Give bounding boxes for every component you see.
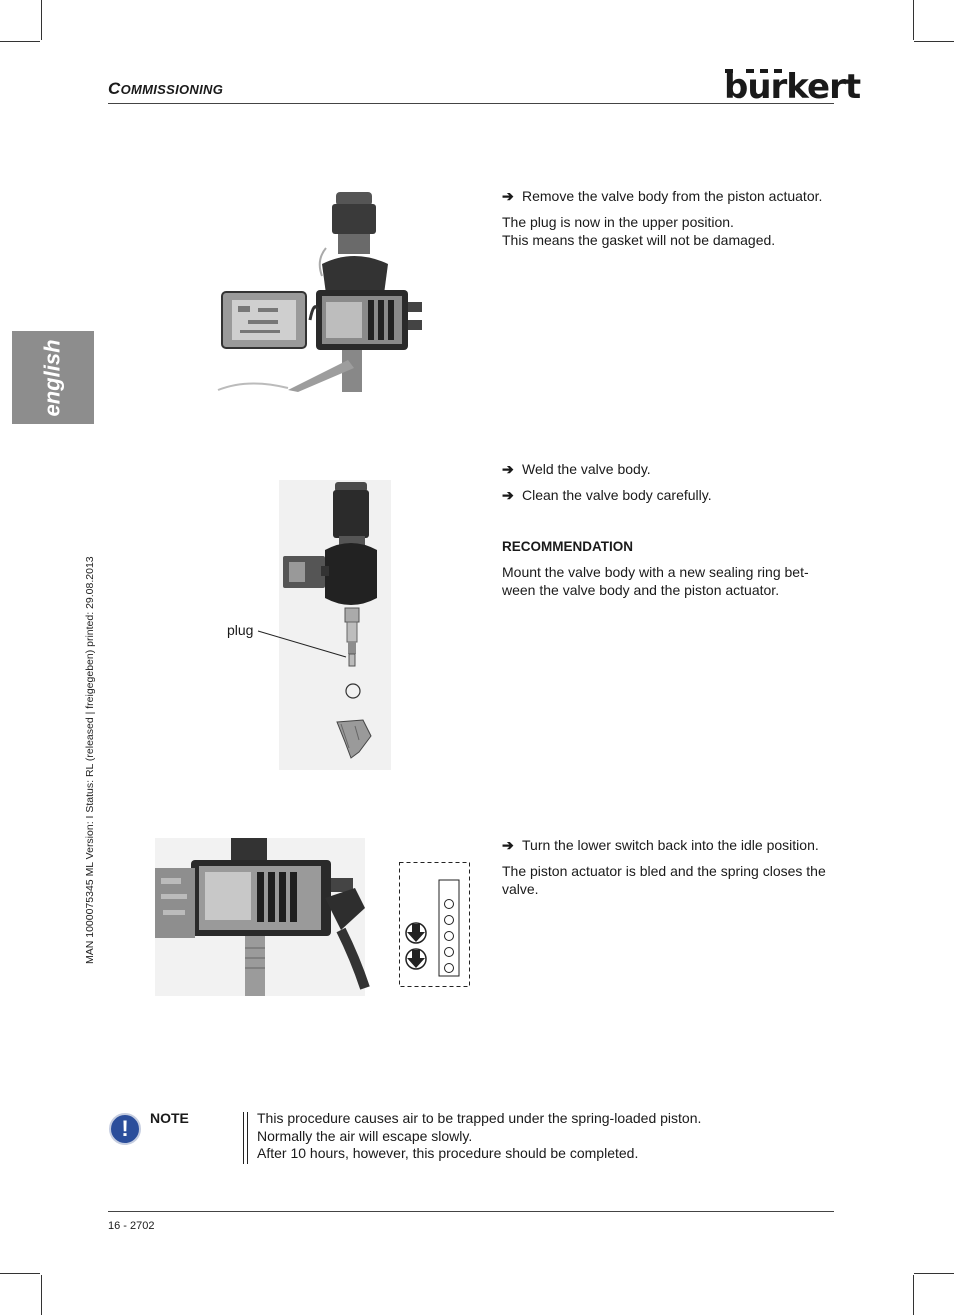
- footer-rule: [108, 1211, 834, 1212]
- switch-diagram: [399, 862, 471, 988]
- plug-leader-line: [258, 630, 350, 660]
- burkert-logo: burkert: [724, 67, 861, 107]
- note-label: NOTE: [150, 1110, 189, 1126]
- recommendation-text: Mount the valve body with a new sealing ring bet-ween the valve body and the piston actuator.: [502, 564, 809, 598]
- step-3-result: The piston actuator is bled and the spring closes the valve.: [502, 863, 826, 897]
- crop-mark: [41, 0, 42, 40]
- arrow-right-icon: ➔: [502, 837, 514, 853]
- arrow-right-icon: ➔: [502, 188, 514, 204]
- step-2-action-2: ➔ Clean the valve body carefully.: [502, 487, 712, 503]
- section-title: COMMISSIONING: [108, 79, 224, 98]
- crop-mark: [0, 41, 40, 42]
- exclamation-icon: !: [109, 1113, 141, 1145]
- arrow-right-icon: ➔: [502, 487, 514, 503]
- step-1-result: The plug is now in the upper position. This means the gasket will not be damaged.: [502, 214, 776, 248]
- crop-mark: [914, 41, 954, 42]
- page-number: 16 - 2702: [108, 1220, 155, 1232]
- document-info: MAN 1000075345 ML Version: I Status: RL (released | freigegeben) printed: 29.08.2013: [84, 556, 96, 964]
- actuator-photo-2: [279, 480, 391, 770]
- step-3-action: ➔ Turn the lower switch back into the idle position.: [502, 837, 819, 853]
- note-divider: [243, 1112, 244, 1164]
- down-arrow-icon: [406, 923, 426, 943]
- note-text: This procedure causes air to be trapped under the spring-loaded piston. Normally the air will escape slowly. After 10 hours, however, this procedure should be completed.: [257, 1110, 702, 1161]
- step-1-action: ➔ Remove the valve body from the piston actuator.: [502, 188, 823, 204]
- crop-mark: [41, 1275, 42, 1315]
- crop-mark: [913, 1275, 914, 1315]
- crop-mark: [913, 0, 914, 40]
- actuator-photo-3: [155, 838, 365, 996]
- crop-mark: [0, 1273, 40, 1274]
- down-arrow-icon: [406, 949, 426, 969]
- recommendation-heading: RECOMMENDATION: [502, 539, 633, 554]
- arrow-right-icon: ➔: [502, 461, 514, 477]
- actuator-photo-1: [218, 190, 433, 392]
- step-2-action-1: ➔ Weld the valve body.: [502, 461, 651, 477]
- crop-mark: [914, 1273, 954, 1274]
- language-tab-label: english: [39, 338, 65, 417]
- note-divider: [247, 1112, 248, 1164]
- plug-label: plug: [227, 622, 254, 638]
